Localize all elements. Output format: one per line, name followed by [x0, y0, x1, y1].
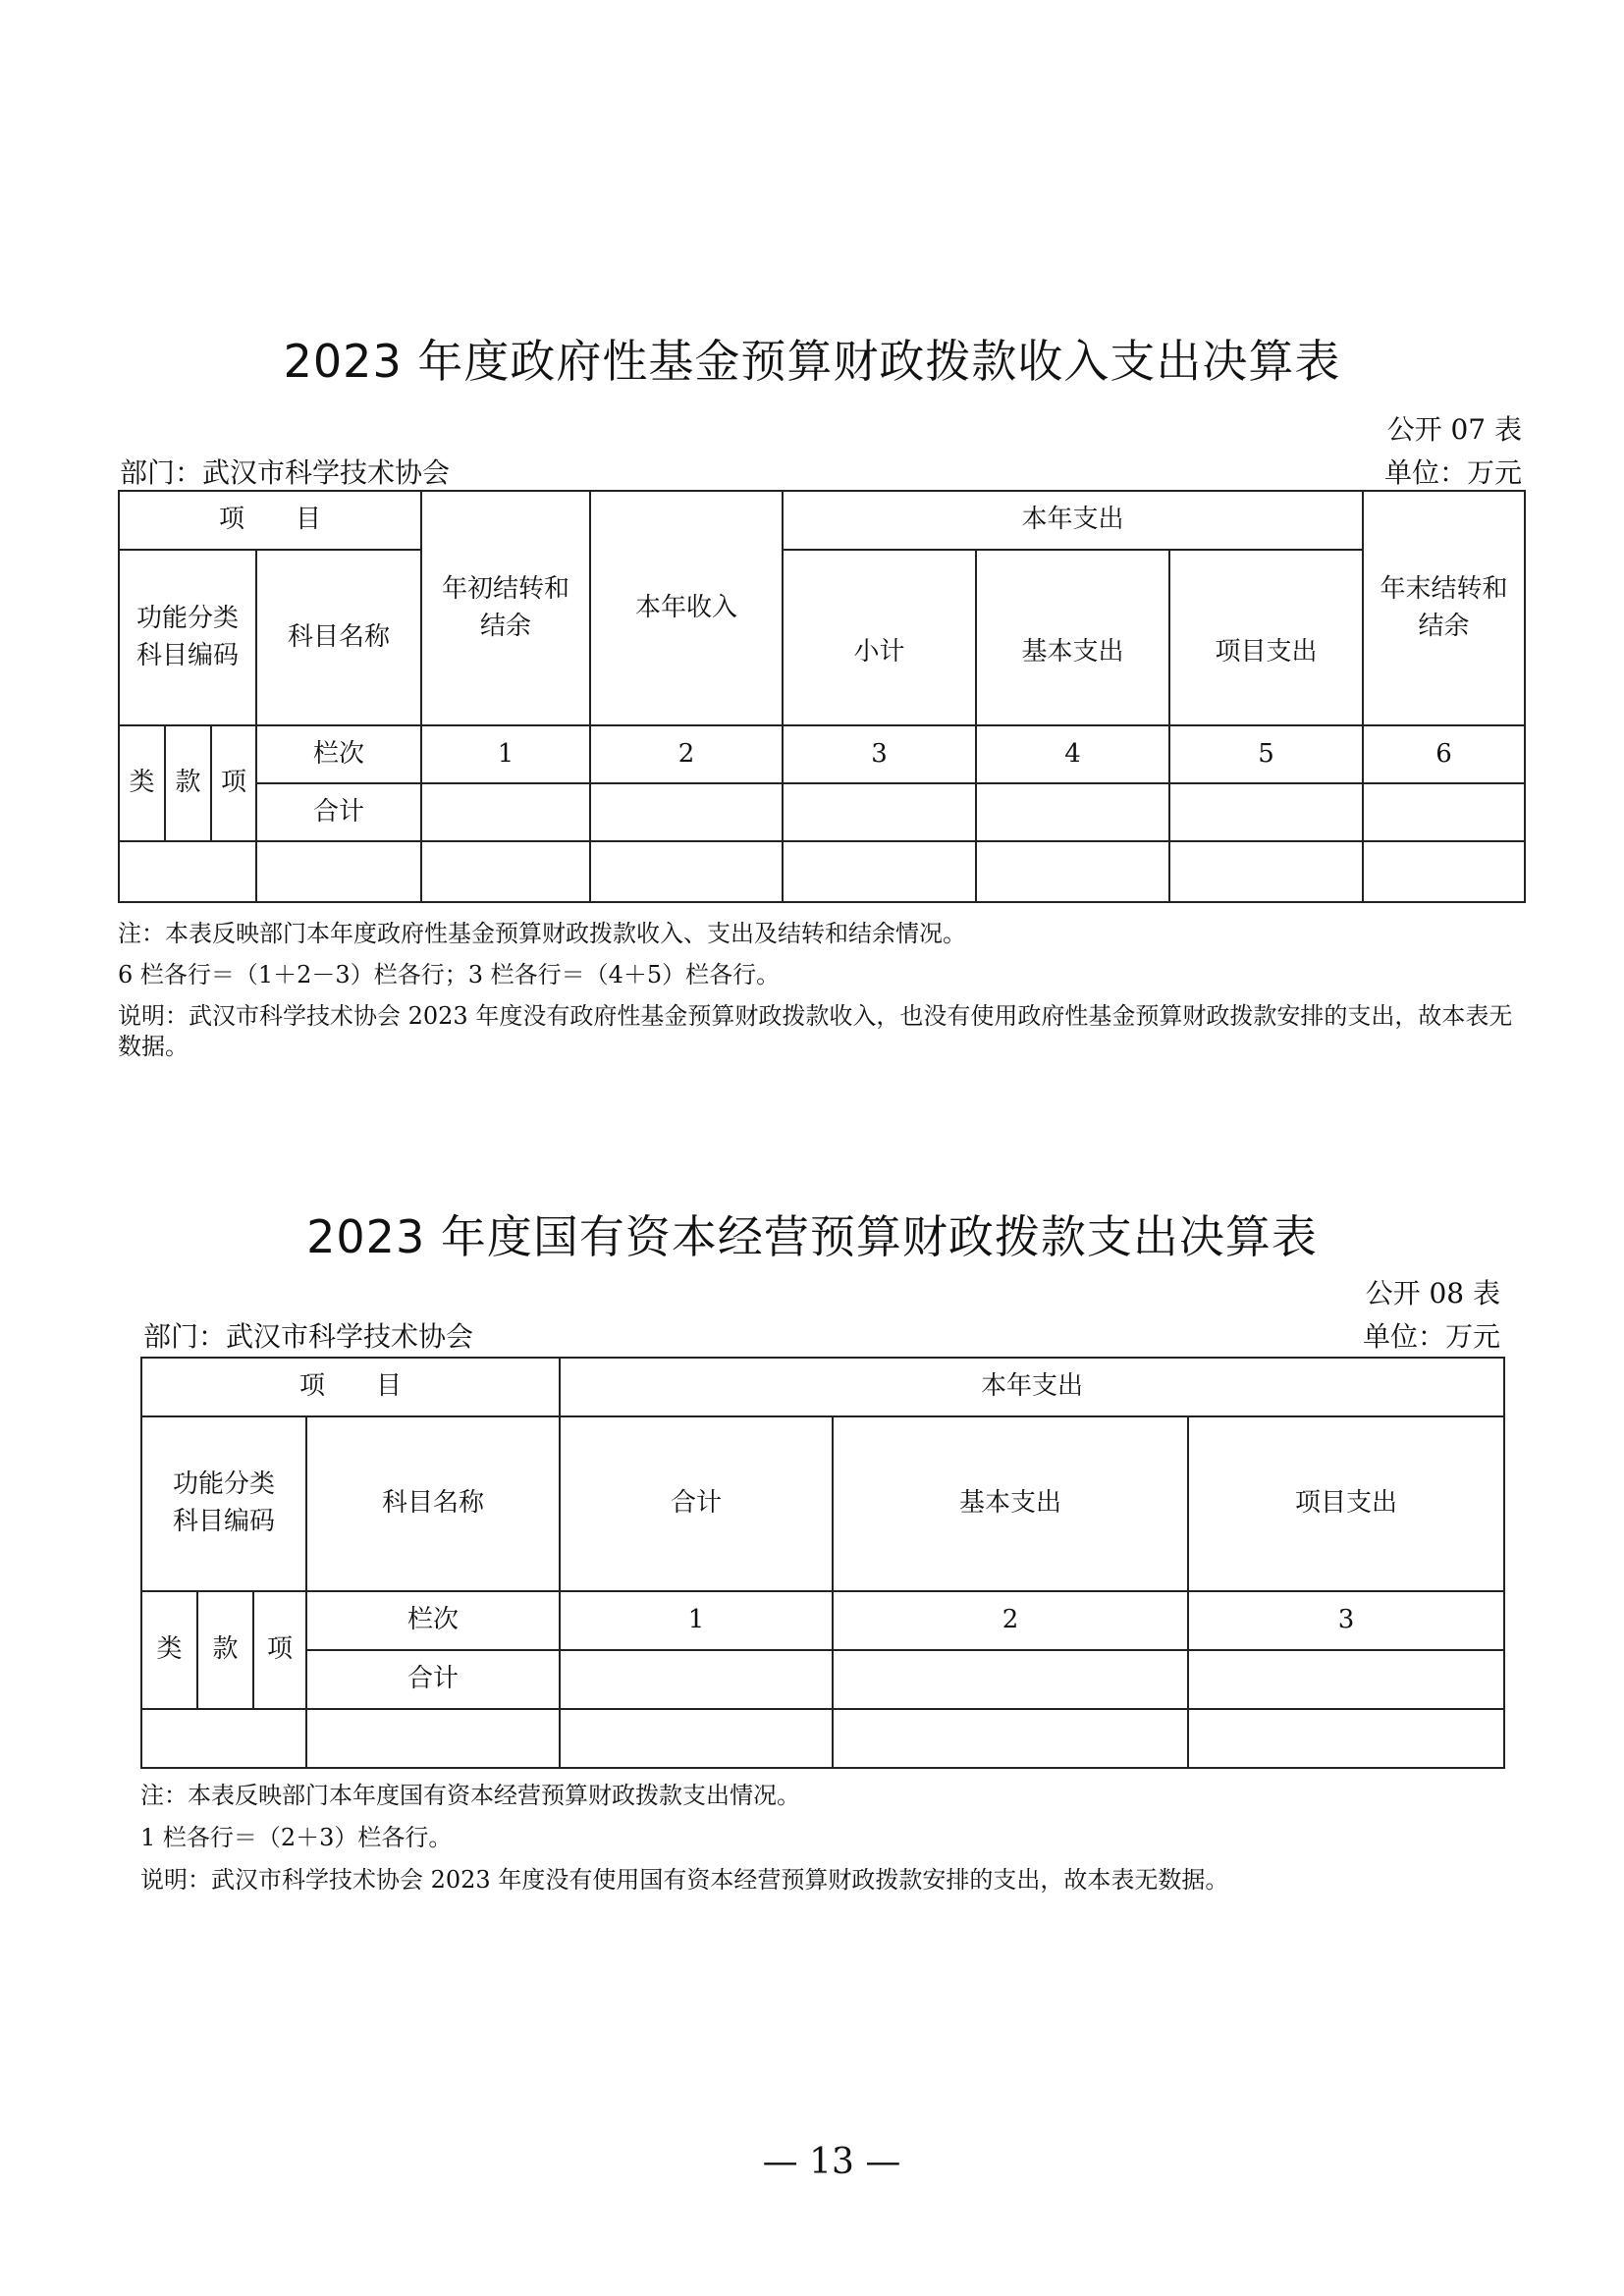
- header-begin-balance: 年初结转和 结余: [421, 491, 590, 725]
- header-project: 项目支出: [1188, 1416, 1504, 1591]
- col-number: 5: [1169, 725, 1363, 783]
- header-function-code: 功能分类 科目编码: [119, 550, 256, 725]
- table-cell: [1169, 783, 1363, 841]
- col-number: 1: [421, 725, 590, 783]
- header-basic: 基本支出: [833, 1416, 1188, 1591]
- table07-unit: 单位：万元: [1383, 456, 1522, 489]
- table08-title: 2023 年度国有资本经营预算财政拨款支出决算表: [306, 1210, 1318, 1263]
- page-number: — 13 —: [762, 2142, 901, 2182]
- table08-code: 公开 08 表: [1365, 1277, 1500, 1309]
- table-cell: [976, 841, 1169, 902]
- table08-unit: 单位：万元: [1362, 1320, 1500, 1353]
- table-cell: [833, 1709, 1188, 1768]
- header-project: 项目支出: [1169, 550, 1363, 725]
- table-cell: [1363, 783, 1525, 841]
- table07-code: 公开 07 表: [1386, 413, 1522, 446]
- header-lei: 类: [141, 1591, 197, 1709]
- col-number: 4: [976, 725, 1169, 783]
- table07: [118, 490, 1526, 903]
- col-number: 2: [590, 725, 783, 783]
- table-cell: [1169, 841, 1363, 902]
- table07-formula: 6 栏各行＝（1＋2－3）栏各行；3 栏各行＝（4＋5）栏各行。: [118, 961, 781, 988]
- col-number: 3: [1188, 1591, 1504, 1650]
- table08-explanation: 说明：武汉市科学技术协会 2023 年度没有使用国有资本经营预算财政拨款安排的支出，故本表无数据。: [140, 1866, 1229, 1894]
- col-number: 2: [833, 1591, 1188, 1650]
- table-cell: [421, 841, 590, 902]
- table-cell: [590, 783, 783, 841]
- col-number: 6: [1363, 725, 1525, 783]
- table-cell: [421, 783, 590, 841]
- table07-note: 注：本表反映部门本年度政府性基金预算财政拨款收入、支出及结转和结余情况。: [118, 920, 966, 947]
- header-item: 项 目: [141, 1358, 560, 1416]
- header-expense: 本年支出: [783, 491, 1363, 550]
- header-subject-name: 科目名称: [256, 550, 421, 725]
- header-subtotal: 小计: [783, 550, 976, 725]
- header-total: 合计: [560, 1416, 833, 1591]
- table08: [140, 1357, 1505, 1769]
- table-cell: [976, 783, 1169, 841]
- table-cell: [1188, 1709, 1504, 1768]
- table07-department: 部门：武汉市科学技术协会: [120, 456, 451, 489]
- table-cell: [783, 783, 976, 841]
- header-xiang: 项: [253, 1591, 306, 1709]
- table08-note: 注：本表反映部门本年度国有资本经营预算财政拨款支出情况。: [140, 1782, 800, 1809]
- row-label-lanci: 栏次: [256, 725, 421, 783]
- header-expense: 本年支出: [560, 1358, 1504, 1416]
- header-lei: 类: [119, 725, 165, 841]
- table07-title: 2023 年度政府性基金预算财政拨款收入支出决算表: [283, 335, 1341, 388]
- header-kuan: 款: [197, 1591, 253, 1709]
- table-cell: [560, 1650, 833, 1709]
- header-basic: 基本支出: [976, 550, 1169, 725]
- row-label-total: 合计: [256, 783, 421, 841]
- row-label-total: 合计: [306, 1650, 560, 1709]
- col-number: 1: [560, 1591, 833, 1650]
- header-function-code: 功能分类 科目编码: [141, 1416, 306, 1591]
- header-income: 本年收入: [590, 491, 783, 725]
- table-cell: [1363, 841, 1525, 902]
- header-subject-name: 科目名称: [306, 1416, 560, 1591]
- table07-explanation: 说明：武汉市科学技术协会 2023 年度没有政府性基金预算财政拨款收入，也没有使用政府性基金预算财政拨款安排的支出，故本表无数据。: [118, 1002, 1513, 1061]
- table-cell: [306, 1709, 560, 1768]
- table-cell: [783, 841, 976, 902]
- table-cell: [1188, 1650, 1504, 1709]
- table-cell: [560, 1709, 833, 1768]
- table08-department: 部门：武汉市科学技术协会: [143, 1320, 474, 1353]
- header-xiang: 项: [211, 725, 256, 841]
- table-cell: [833, 1650, 1188, 1709]
- row-label-lanci: 栏次: [306, 1591, 560, 1650]
- table-cell: [256, 841, 421, 902]
- table-cell: [119, 841, 256, 902]
- header-item: 项 目: [119, 491, 421, 550]
- table-cell: [141, 1709, 306, 1768]
- table-cell: [590, 841, 783, 902]
- col-number: 3: [783, 725, 976, 783]
- header-kuan: 款: [165, 725, 211, 841]
- header-end-balance: 年末结转和 结余: [1363, 491, 1525, 725]
- table08-formula: 1 栏各行＝（2＋3）栏各行。: [140, 1824, 453, 1851]
